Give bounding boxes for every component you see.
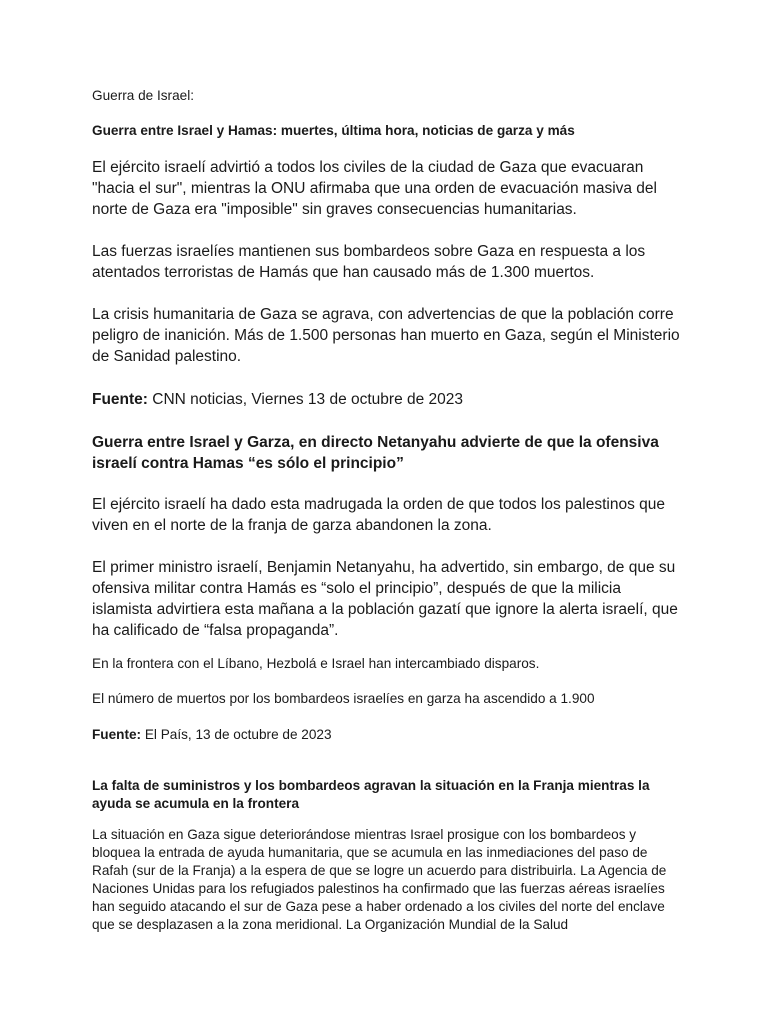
section-2-paragraph-4: El número de muertos por los bombardeos israelíes en garza ha ascendido a 1.900 xyxy=(92,691,595,706)
section-1-paragraph-2: Las fuerzas israelíes mantienen sus bombardeos sobre Gaza en respuesta a los atentados terroristas de Hamás que han causado más de 1.300 muertos. xyxy=(92,243,646,281)
section-2-paragraph-1: El ejército israelí ha dado esta madrugada la orden de que todos los palestinos que viven en el norte de la franja de garza abandonen la zona. xyxy=(92,496,666,534)
source-label: Fuente: xyxy=(92,727,142,742)
source-label: Fuente: xyxy=(92,391,148,408)
section-2-title: Guerra entre Israel y Garza, en directo Netanyahu advierte de que la ofensiva israelí contra Hamas “es sólo el principio” xyxy=(92,434,659,472)
document-heading: Guerra de Israel: xyxy=(92,88,194,103)
section-2-paragraph-3: En la frontera con el Líbano, Hezbolá e Israel han intercambiado disparos. xyxy=(92,656,540,671)
section-2-source xyxy=(92,726,682,744)
source-text: El País, 13 de octubre de 2023 xyxy=(141,727,332,742)
section-1-title: Guerra entre Israel y Hamas: muertes, última hora, noticias de garza y más xyxy=(92,123,575,138)
section-1-source xyxy=(92,389,682,410)
section-1-paragraph-1: El ejército israelí advirtió a todos los civiles de la ciudad de Gaza que evacuaran "hacia el sur", mientras la ONU afirmaba que una orden de evacuación masiva del norte de Gaza era "imposible" sin graves consecuencias humanitarias. xyxy=(92,159,657,218)
section-2-paragraph-2: El primer ministro israelí, Benjamin Netanyahu, ha advertido, sin embargo, de que su ofensiva militar contra Hamás es “solo el principio”, después de que la milicia islamista advirtiera esta mañana a la población gazatí que ignore la alerta israelí, que ha calificado de “falsa propaganda”. xyxy=(92,559,678,639)
section-3-paragraph-1: La situación en Gaza sigue deteriorándose mientras Israel prosigue con los bombardeos y bloquea la entrada de ayuda humanitaria, que se acumula en las inmediaciones del paso de Rafah (sur de la Franja) a la espera de que se logre un acuerdo para distribuirla. La Agencia de Naciones Unidas para los refugiados palestinos ha confirmado que las fuerzas aéreas israelíes han seguido atacando el sur de Gaza pese a haber ordenado a los civiles del norte del enclave que se desplazasen a la zona meridional. La Organización Mundial de la Salud xyxy=(92,827,667,932)
section-3-title: La falta de suministros y los bombardeos agravan la situación en la Franja mientras la ayuda se acumula en la frontera xyxy=(92,778,650,811)
source-text: CNN noticias, Viernes 13 de octubre de 2023 xyxy=(147,391,464,408)
section-1-paragraph-3: La crisis humanitaria de Gaza se agrava, con advertencias de que la población corre peligro de inanición. Más de 1.500 personas han muerto en Gaza, según el Ministerio de Sanidad palestino. xyxy=(92,306,680,365)
